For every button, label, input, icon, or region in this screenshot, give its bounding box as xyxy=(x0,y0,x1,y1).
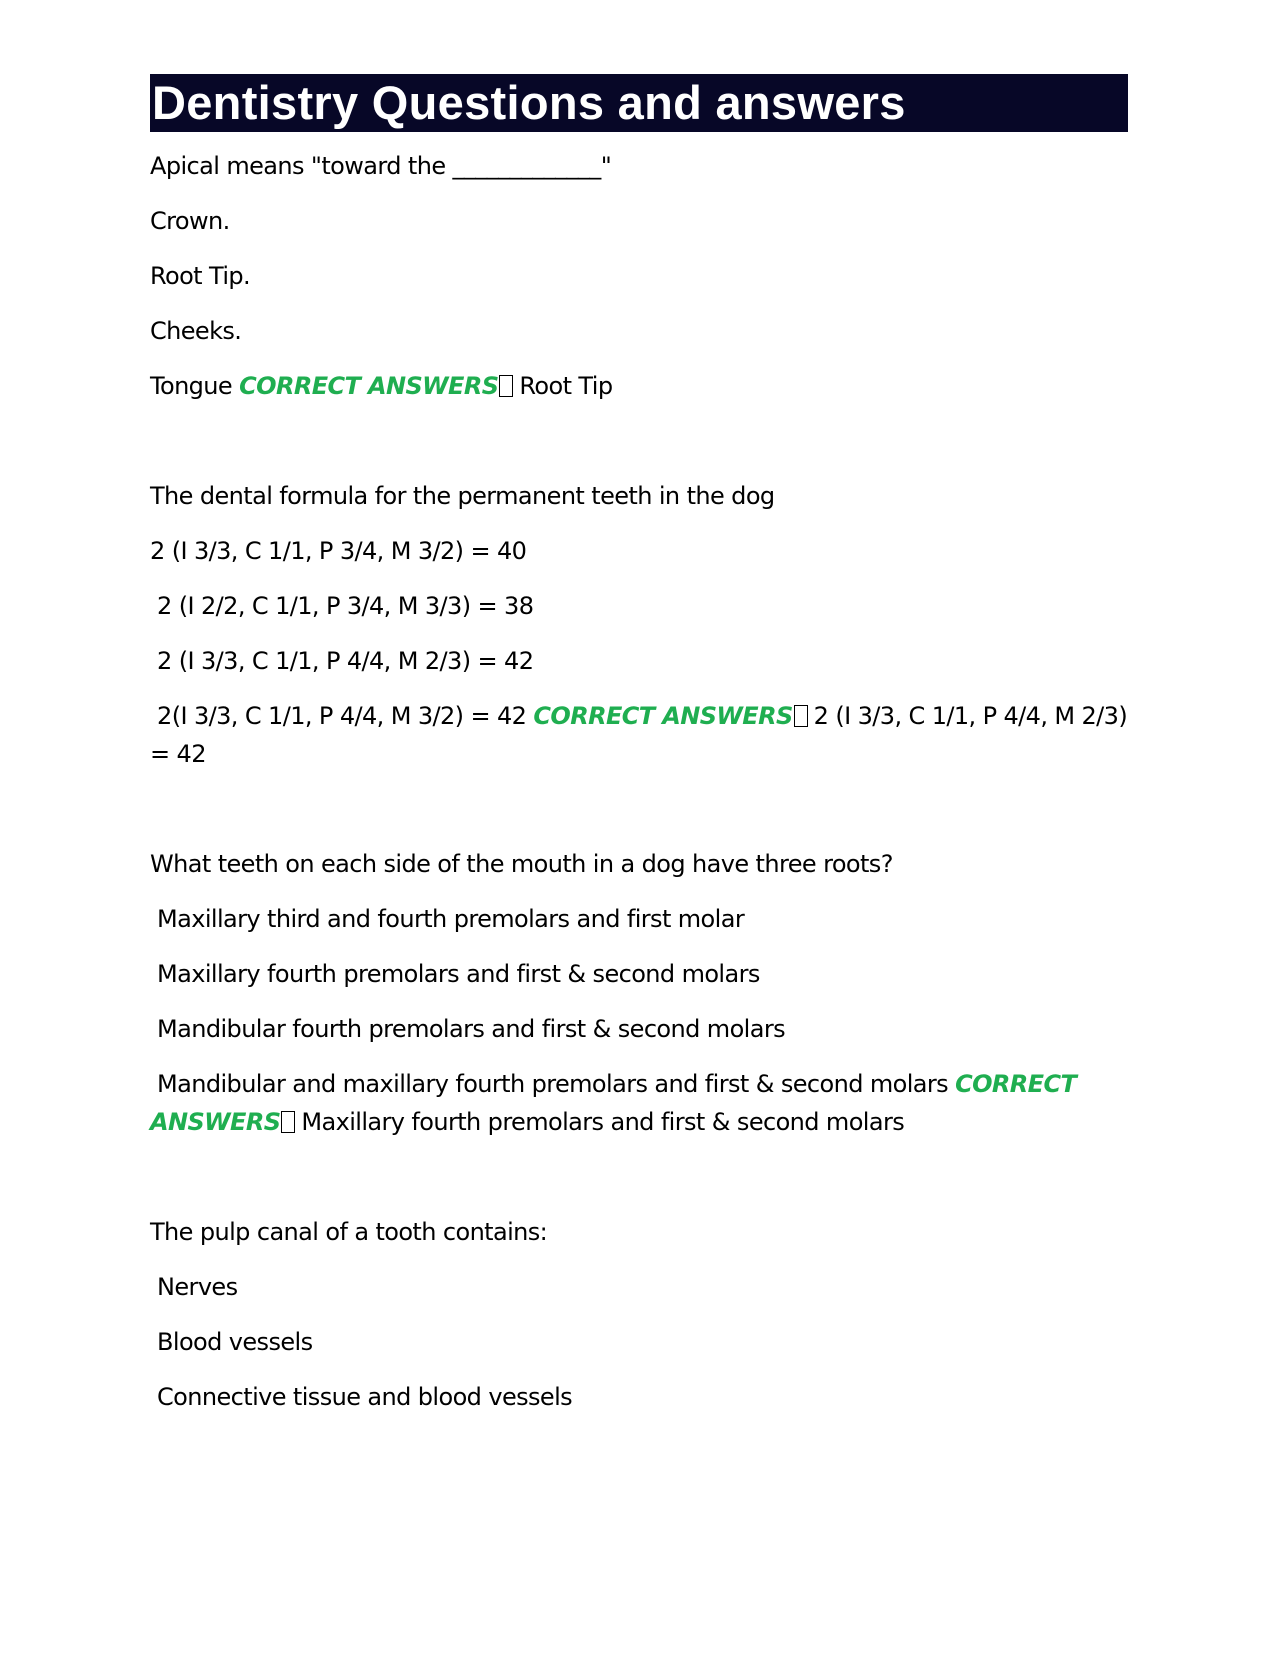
correct-answer-text: Root Tip xyxy=(519,372,613,400)
answer-option-with-key xyxy=(150,697,1128,773)
answer-option: Maxillary fourth premolars and first & second molars xyxy=(150,960,760,988)
answer-option: Root Tip. xyxy=(150,262,251,290)
missing-glyph-icon xyxy=(281,1111,295,1133)
answer-option-with-key xyxy=(150,1065,1128,1141)
answer-option: Nerves xyxy=(150,1273,238,1301)
question-stem: The pulp canal of a tooth contains: xyxy=(150,1218,548,1246)
answer-option: 2 (I 3/3, C 1/1, P 4/4, M 2/3) = 42 xyxy=(150,647,534,675)
answer-option: Blood vessels xyxy=(150,1328,313,1356)
answer-option-text: Mandibular and maxillary fourth premolars and first & second molars xyxy=(150,1070,949,1098)
answer-option: Crown. xyxy=(150,207,230,235)
question-1 xyxy=(150,147,1128,405)
correct-answers-label: CORRECT ANSWERS xyxy=(239,372,499,400)
answer-option: 2 (I 2/2, C 1/1, P 3/4, M 3/3) = 38 xyxy=(150,592,534,620)
missing-glyph-icon xyxy=(499,375,513,397)
answer-option: Cheeks. xyxy=(150,317,242,345)
spacer xyxy=(150,405,1128,477)
document-content xyxy=(150,147,1128,1416)
spacer xyxy=(150,1141,1128,1213)
answer-option-with-key xyxy=(150,367,1128,405)
page-title: Dentistry Questions and answers xyxy=(152,76,906,129)
missing-glyph-icon xyxy=(794,705,808,727)
correct-answer-text: 2 (I 3/3, C 1/1, P 4/4, M 2/3) = 42 xyxy=(150,702,1128,768)
answer-option-text: 2(I 3/3, C 1/1, P 4/4, M 3/2) = 42 xyxy=(150,702,527,730)
answer-option: 2 (I 3/3, C 1/1, P 3/4, M 3/2) = 40 xyxy=(150,537,527,565)
spacer xyxy=(150,773,1128,845)
correct-answers-label: CORRECT ANSWERS xyxy=(150,1070,1077,1136)
answer-option: Mandibular fourth premolars and first & second molars xyxy=(150,1015,785,1043)
answer-option: Connective tissue and blood vessels xyxy=(150,1383,573,1411)
question-2 xyxy=(150,477,1128,773)
answer-option: Maxillary third and fourth premolars and first molar xyxy=(150,905,745,933)
correct-answers-label: CORRECT ANSWERS xyxy=(533,702,793,730)
title-banner xyxy=(150,74,1128,132)
question-4 xyxy=(150,1213,1128,1416)
question-stem: What teeth on each side of the mouth in a dog have three roots? xyxy=(150,850,893,878)
question-stem: The dental formula for the permanent teeth in the dog xyxy=(150,482,775,510)
answer-option-text: Tongue xyxy=(150,372,233,400)
question-stem: Apical means "toward the _____________" xyxy=(150,152,612,180)
question-3 xyxy=(150,845,1128,1141)
document-page xyxy=(150,74,1128,1416)
correct-answer-text: Maxillary fourth premolars and first & second molars xyxy=(301,1108,905,1136)
